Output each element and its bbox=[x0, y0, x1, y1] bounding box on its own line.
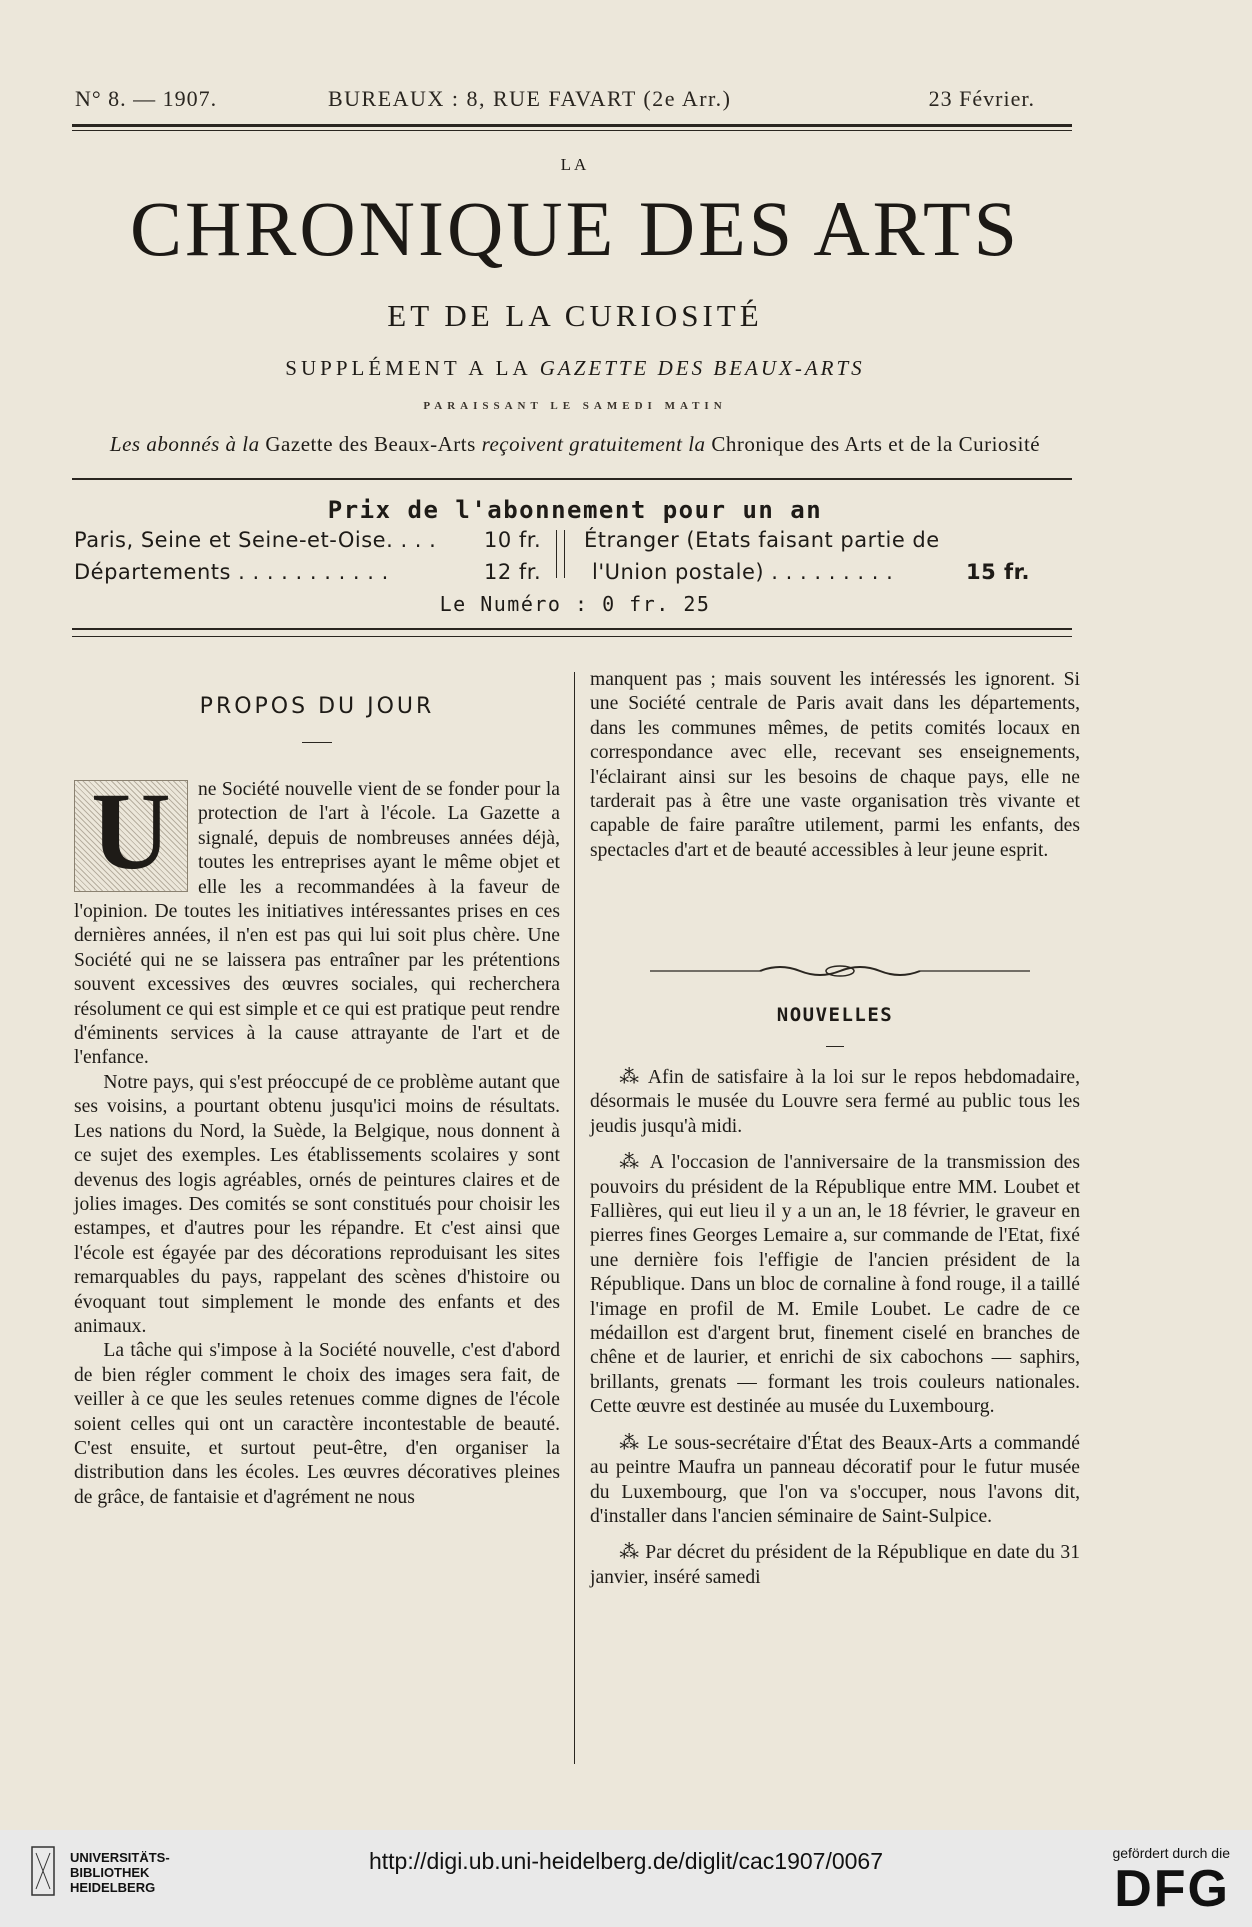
nouvelles-title: NOUVELLES bbox=[776, 1004, 894, 1026]
news-item: ⁂ Afin de satisfaire à la loi sur le repos hebdomadaire, désormais le musée du Louvre sera fermé au public tous les jeudis jusqu'à midi. bbox=[590, 1067, 1080, 1137]
supplement-gazette: GAZETTE DES BEAUX-ARTS bbox=[539, 356, 865, 380]
etranger-label-2: l'Union postale) . . . . . . . . . bbox=[592, 560, 894, 584]
funding-note: gefördert durch die bbox=[1112, 1845, 1230, 1861]
supplement-prefix: SUPPLÉMENT A LA bbox=[285, 356, 531, 380]
digitization-url-link[interactable]: http://digi.ub.uni-heidelberg.de/diglit/cac1907/0067 bbox=[368, 1848, 884, 1874]
masthead-title: CHRONIQUE DES ARTS bbox=[129, 185, 1021, 272]
propos-paragraph-4: manquent pas ; mais souvent les intéressés les ignorent. Si une Société centrale de Paris avait dans les départements, dans les communes mêmes, de petits comités locaux en correspondance avec elle, recevant ses enseignements, l'éclairant ainsi sur les besoins de chaque pays, elle ne tarderait pas à être une vaste organisation très vivante et capable de faire paraître utilement, parmi les enfants, des spectacles d'art et de beauté accessibles à leur jeune esprit. bbox=[590, 669, 1080, 861]
abonnes-part2: Gazette des Beaux-Arts bbox=[265, 432, 476, 456]
digitization-footer bbox=[0, 1830, 1252, 1927]
subscription-title: Prix de l'abonnement pour un an bbox=[327, 496, 823, 524]
header-rule bbox=[72, 124, 1072, 127]
paraissant-line: PARAISSANT LE SAMEDI MATIN bbox=[423, 400, 727, 412]
masthead-subtitle: ET DE LA CURIOSITÉ bbox=[387, 298, 763, 333]
issue-date: 23 Février. bbox=[928, 86, 1035, 111]
abonnes-part4: Chronique des Arts et de la Curiosité bbox=[711, 432, 1041, 456]
news-item: ⁂ Le sous-secrétaire d'État des Beaux-Arts a commandé au peintre Maufra un panneau décoratif pour le futur musée du Luxembourg, que l'on va s'occuper, nous l'avons dit, d'installer dans l'ancien séminaire de Saint-Sulpice. bbox=[590, 1432, 1080, 1527]
departements-label: Départements . . . . . . . . . . . bbox=[74, 560, 389, 584]
drop-cap-u: U bbox=[74, 780, 188, 892]
running-head bbox=[75, 86, 1035, 116]
paris-label: Paris, Seine et Seine-et-Oise. . . . bbox=[74, 528, 437, 552]
ornament-divider-icon bbox=[650, 962, 1030, 980]
masthead-rule bbox=[72, 478, 1072, 480]
news-item: ⁂ Par décret du président de la République en date du 31 janvier, inséré samedi bbox=[590, 1542, 1080, 1588]
abonnes-part1: Les abonnés à la bbox=[109, 432, 260, 456]
etranger-price: 15 fr. bbox=[966, 560, 1031, 584]
column-divider bbox=[574, 672, 575, 1764]
dfg-logo: DFG bbox=[1114, 1860, 1230, 1918]
numero-price: Le Numéro : 0 fr. 25 bbox=[439, 592, 711, 616]
propos-paragraph-3: La tâche qui s'impose à la Société nouvelle, c'est d'abord de bien régler comment le choix des images sera fait, de veiller à ce que les seules retenues comme dignes de l'école soient celles qui ont un caractère incontestable de beauté. C'est ensuite, et surtout peut-être, d'en organiser la distribution dans les écoles. Les œuvres décoratives pleines de grâce, de fantaisie et d'agrément ne nous bbox=[74, 1340, 560, 1508]
news-item: ⁂ A l'occasion de l'anniversaire de la transmission des pouvoirs du président de la République entre MM. Loubet et Fallières, qui eut lieu il y a un an, le 18 février, le graveur en pierres fines Georges Lemaire a, sur commande de l'Etat, fixé une dernière fois l'effigie de l'ancien président de la République. Dans un bloc de cornaline à fond rouge, il a taillé l'image en profil de M. Emile Loubet. Le cadre de ce médaillon est d'argent brut, finement ciselé en branches de chêne et de laurier, et enrichi de six cabochons — saphirs, brillants, grenats — formant les trois couleurs nationales. Cette œuvre est destinée au musée du Luxembourg. bbox=[590, 1152, 1080, 1418]
title-dash bbox=[302, 742, 332, 743]
masthead-la: LA bbox=[560, 155, 590, 174]
abonnes-part3: reçoivent gratuitement la bbox=[481, 432, 706, 456]
abonnes-line bbox=[70, 432, 1080, 457]
subscription-rule bbox=[72, 628, 1072, 630]
etranger-label-1: Étranger (Etats faisant partie de bbox=[584, 528, 940, 552]
propos-paragraph-2: Notre pays, qui s'est préoccupé de ce problème autant que ses voisins, a pourtant obtenu jusqu'ici moins de résultats. Les nations du Nord, la Suède, la Belgique, nous donnent à ce sujet des exemples. Les établissements scolaires y sont devenus des logis agréables, ornés de peintures claires et de jolies images. Des comités se sont constitués pour choisir les estampes, et d'autres pour les répandre. Et c'est ainsi que l'école est égayée par des décorations reproduisant les sites remarquables du pays, rappelant des scènes d'histoire ou évoquant tout simplement le monde des enfants et des animaux. bbox=[74, 1071, 560, 1337]
nouvelles-dash bbox=[826, 1046, 844, 1047]
university-name: UNIVERSITÄTS- BIBLIOTHEK HEIDELBERG bbox=[70, 1850, 170, 1895]
paris-price: 10 fr. bbox=[484, 528, 542, 552]
propos-du-jour-title: PROPOS DU JOUR bbox=[199, 694, 435, 719]
propos-paragraph-1: U ne Société nouvelle vient de se fonder pour la protection de l'art à l'école. La Gazette a signalé, depuis de nombreuses années déjà, toutes les entreprises ayant le même objet et elle les a recommandées à la faveur de l'opinion. De toutes les initiatives intéressantes prises en ces dernières années, il n'en est pas qui lui soit plus chère. Une Société qui ne se laissera pas entraîner par les prétentions souvent excessives des œuvres sociales, qui recherchera résolument ce qui est simple et ce qui est pratique peut rendre d'éminents services à la cause attrayante de l'art et de l'enfance. bbox=[74, 770, 560, 1069]
subscription-rule-thin bbox=[72, 636, 1072, 637]
bureaux-address: BUREAUX : 8, RUE FAVART (2e Arr.) bbox=[328, 86, 732, 111]
departements-price: 12 fr. bbox=[484, 560, 542, 584]
supplement-line bbox=[70, 356, 1080, 381]
header-rule-thin bbox=[72, 130, 1072, 131]
subscription-divider bbox=[556, 530, 565, 578]
propos-article-left bbox=[74, 770, 560, 1510]
nouvelles-column bbox=[590, 1066, 1080, 1602]
propos-article-right bbox=[590, 668, 1080, 863]
issue-number: N° 8. — 1907. bbox=[75, 86, 218, 111]
